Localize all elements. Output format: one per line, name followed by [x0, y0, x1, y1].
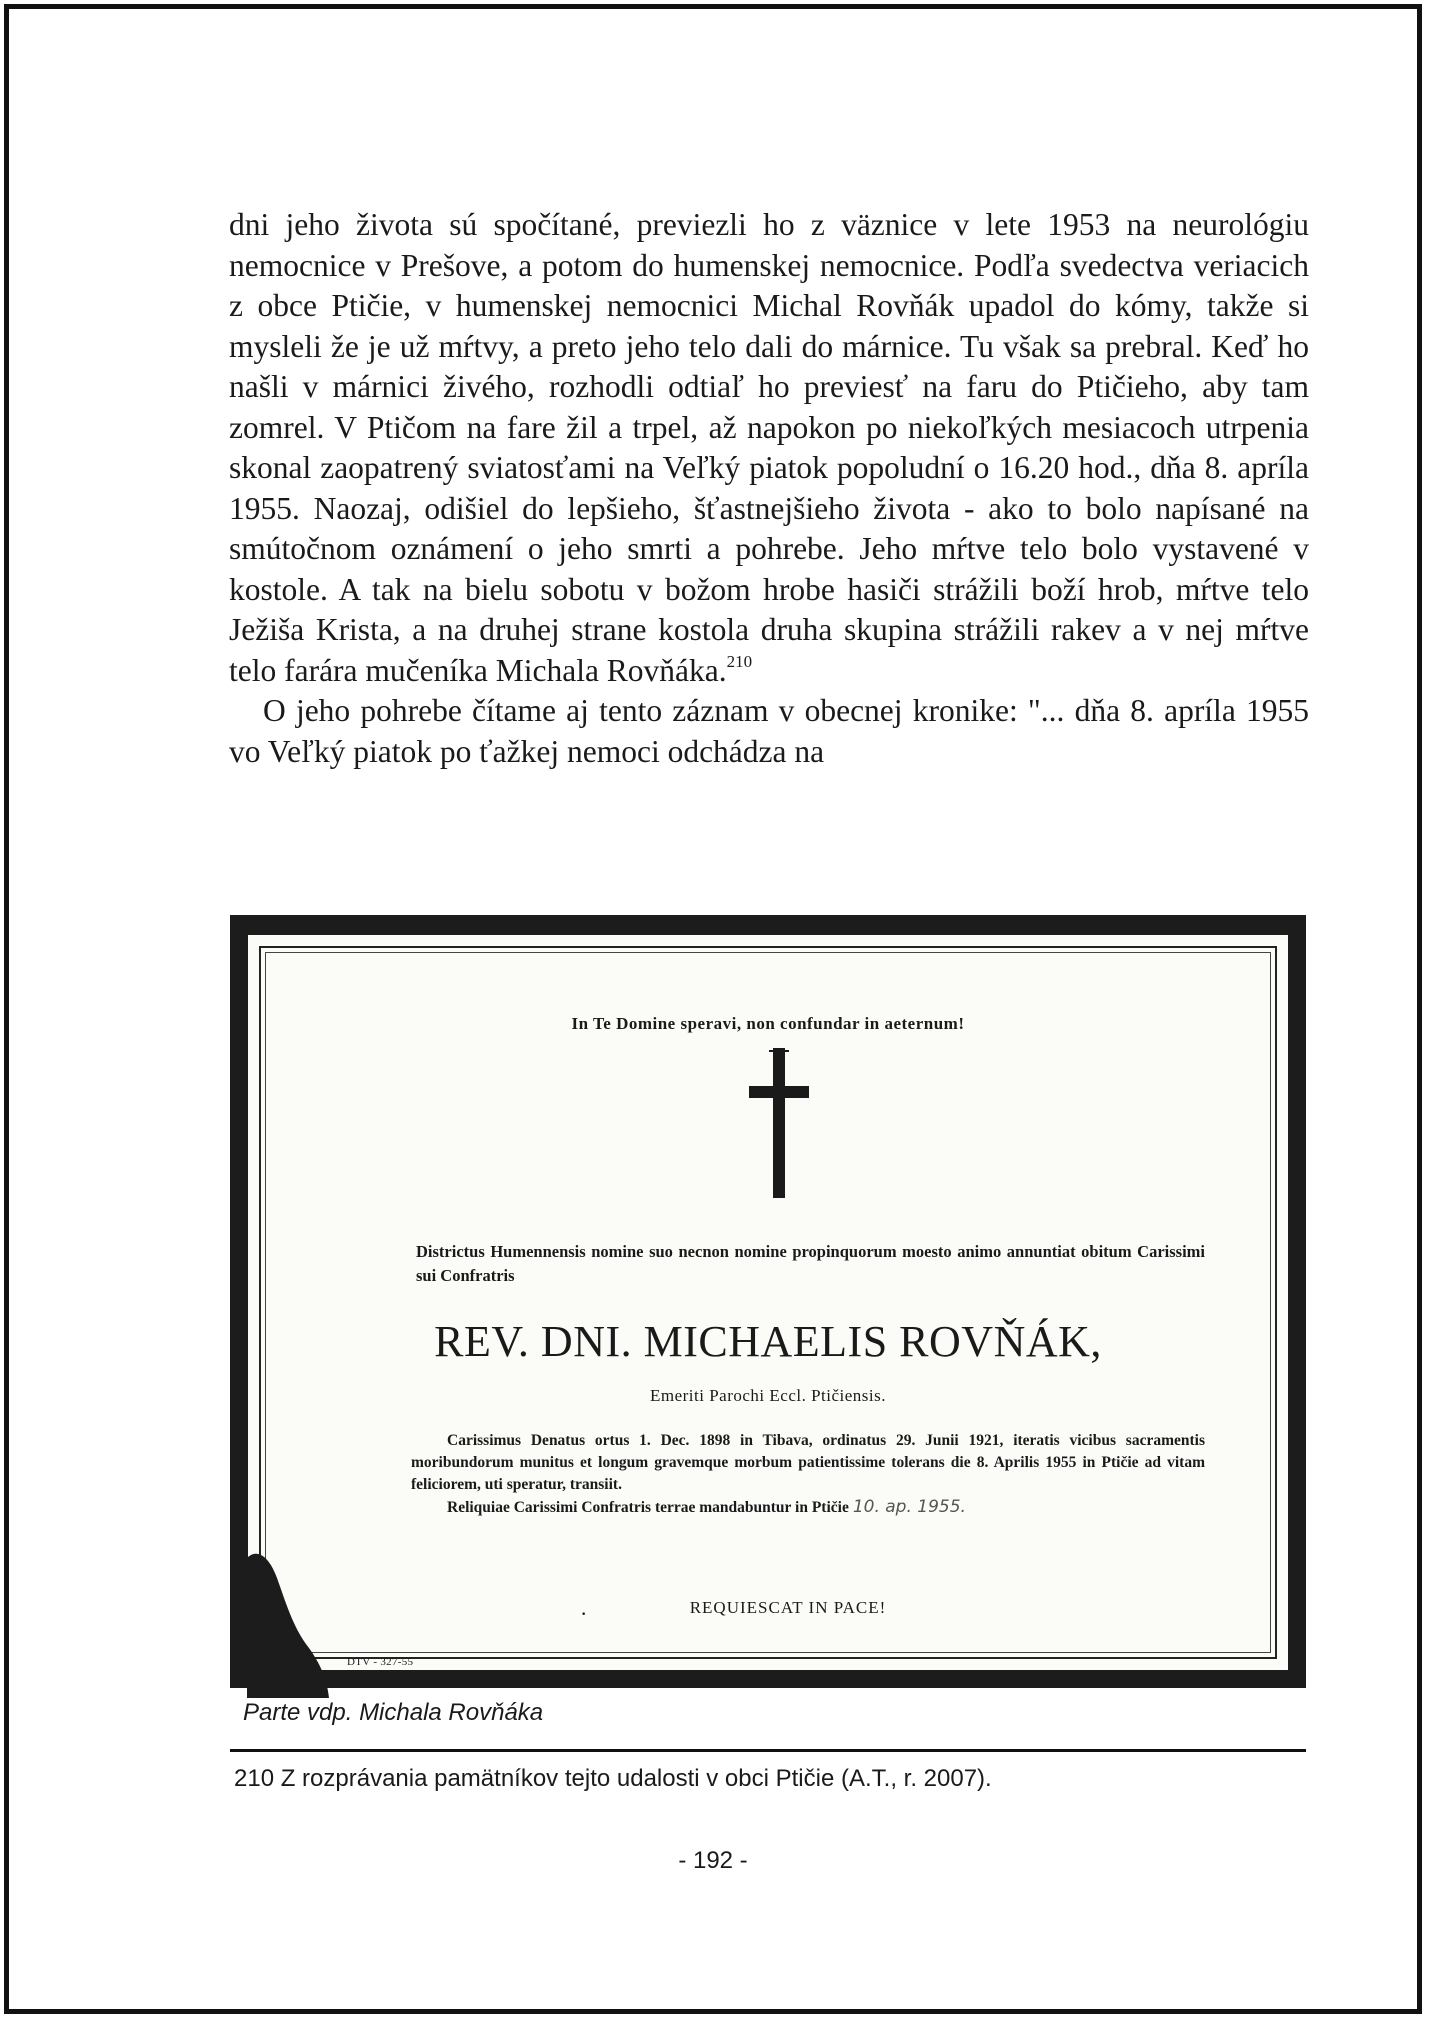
obituary-burial [411, 1496, 1205, 1519]
cross-icon [749, 1048, 809, 1198]
bullet-dot: · [581, 1606, 587, 1623]
obituary-biography: Carissimus Denatus ortus 1. Dec. 1898 in Tibava, ordinatus 29. Junii 1921, iteratis vicibus sacramentis moribundorum munitus et longum gravemque morbum patientissime tolerans die 8. Aprilis 1955 in Ptičie ad vitam feliciorem, uti speratur, transiit. [411, 1432, 1205, 1493]
deceased-role: Emeriti Parochi Eccl. Ptičiensis. [649, 1386, 887, 1405]
obituary-details [411, 1430, 1205, 1519]
footnote: 210 Z rozprávania pamätníkov tejto udalosti v obci Ptičie (A.T., r. 2007). [234, 1765, 992, 1792]
burial-text: Reliquiae Carissimi Confratris terrae mandabuntur in Ptičie [447, 1499, 849, 1516]
obituary-intro: Districtus Humennensis nomine suo necnon nomine propinquorum moesto animo annuntiat obitum Carissimi sui Confratris [416, 1242, 1205, 1285]
figure-caption: Parte vdp. Michala Rovňáka [243, 1699, 544, 1726]
body-text [229, 205, 1309, 772]
obituary-motto: In Te Domine speravi, non confundar in aeternum! [571, 1014, 965, 1033]
page-number: - 192 - [678, 1847, 748, 1874]
footnote-divider [230, 1749, 1306, 1752]
hand-shadow-icon [247, 1538, 347, 1698]
footnote-reference: 210 [726, 651, 753, 671]
paragraph-1-text: dni jeho života sú spočítané, previezli ho z väznice v lete 1953 na neurológiu nemocnice v Prešove, a potom do humenskej nemocnice. Podľa svedectva veriacich z obce Ptičie, v humenskej nemocnici Michal Rovňák upadol do kómy, takže si mysleli že je už mŕtvy, a preto jeho telo dali do márnice. Tu však sa prebral. Keď ho našli v márnici živého, rozhodli odtiaľ ho previesť na faru do Ptičieho, aby tam zomrel. V Ptičom na fare žil a trpel, až napokon po niekoľkých mesiacoch utrpenia skonal zaopatrený sviatosťami na Veľký piatok popoludní o 16.20 hod., dňa 8. apríla 1955. Naozaj, odišiel do lepšieho, šťastnejšieho života - ako to bolo napísané na smútočnom oznámení o jeho smrti a pohrebe. Jeho mŕtve telo bolo vystavené v kostole. A tak na bielu sobotu v božom hrobe hasiči strážili boží hrob, mŕtve telo Ježiša Krista, a na druhej strane kostola druha skupina strážili rakev a v nej mŕtve telo farára mučeníka Michala Rovňáka. [229, 207, 1309, 688]
paragraph-2: O jeho pohrebe čítame aj tento záznam v obecnej kronike: "... dňa 8. apríla 1955 vo Veľký piatok po ťažkej nemoci odchádza na [229, 693, 1309, 769]
document-page [4, 4, 1422, 2014]
deceased-name: REV. DNI. MICHAELIS ROVŇÁK, [434, 1317, 1102, 1366]
obituary-inner [248, 935, 1288, 1670]
obituary-notice [230, 915, 1306, 1688]
print-code: DTV - 327-55 [347, 1656, 414, 1668]
requiescat: REQUIESCAT IN PACE! [689, 1598, 887, 1617]
paragraph-1 [229, 205, 1309, 691]
handwritten-date: 10. ap. 1955. [852, 1497, 966, 1517]
